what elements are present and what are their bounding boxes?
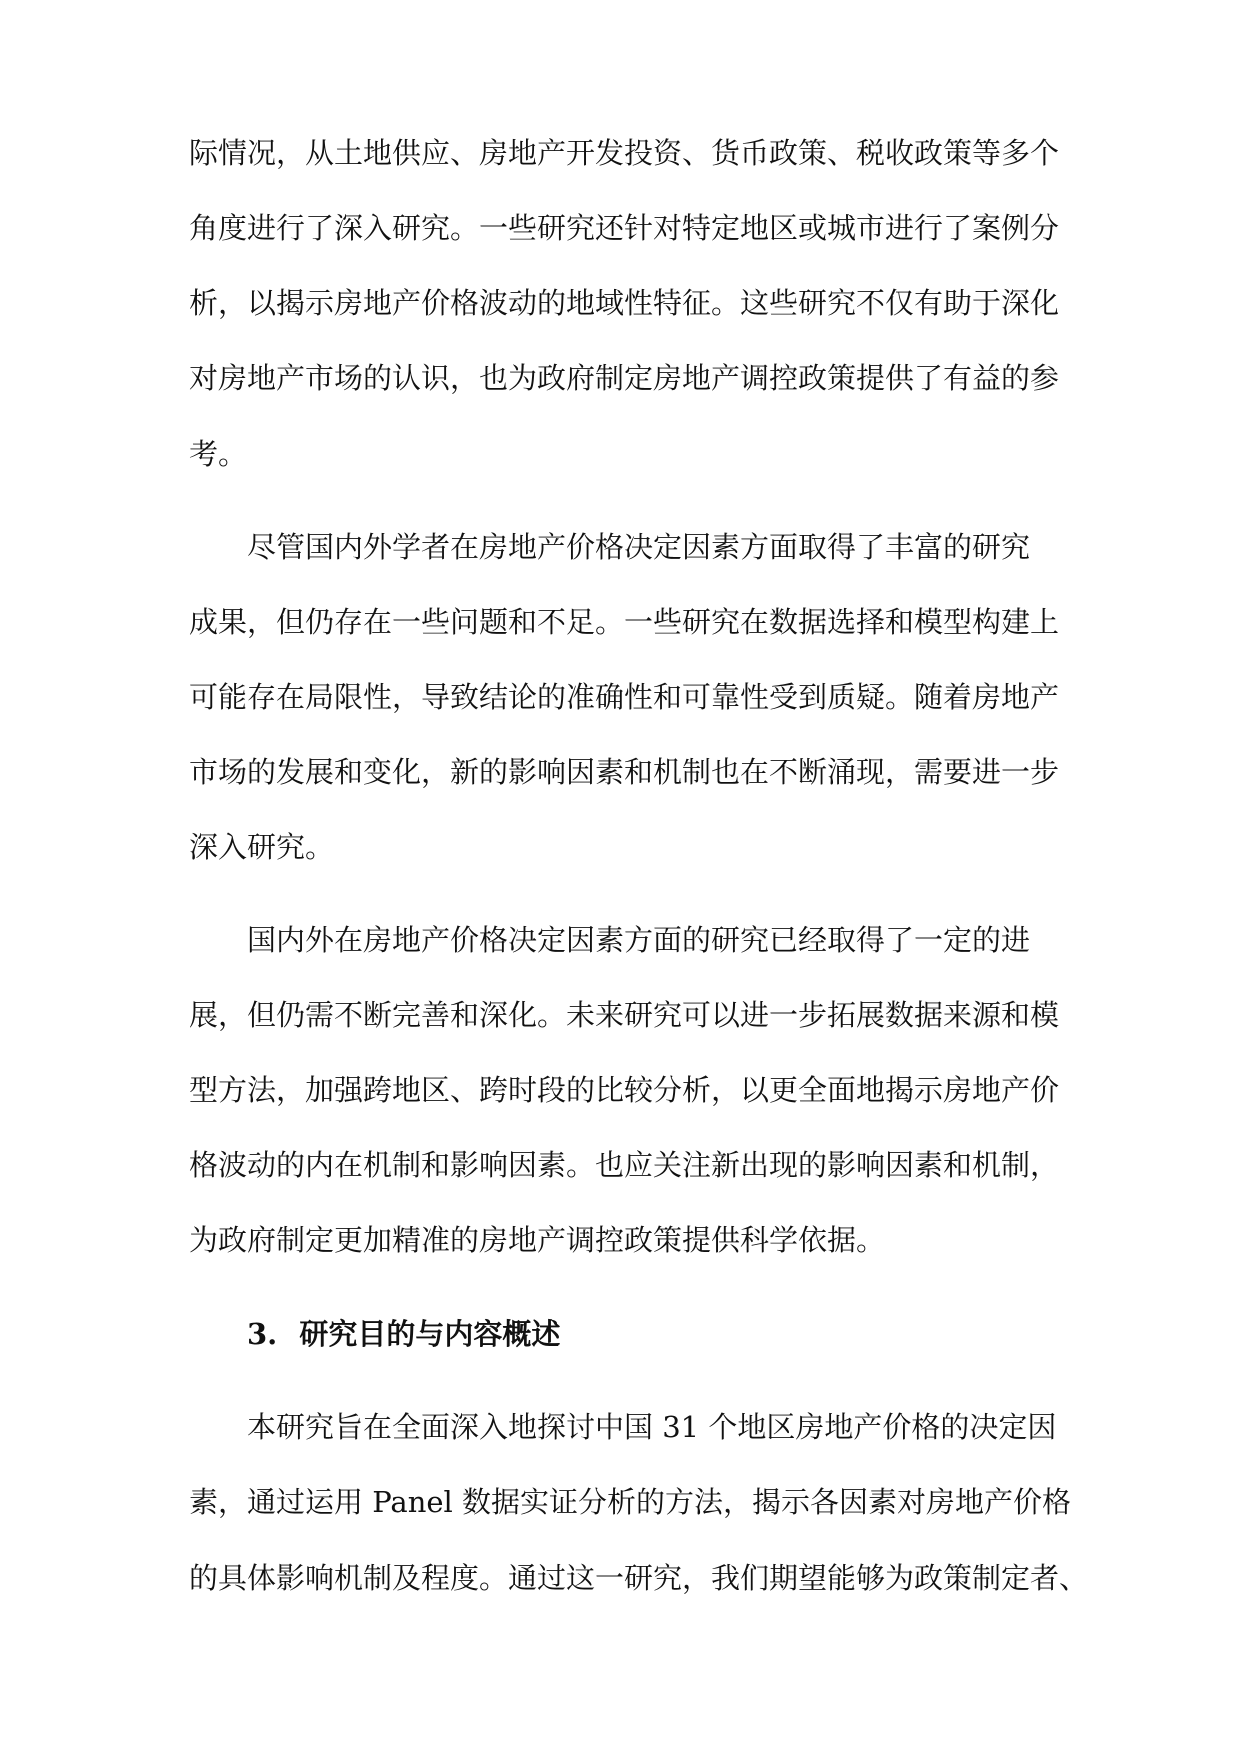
- paragraph-4-line-1: 本研究旨在全面深入地探讨中国 31 个地区房地产价格的决定因: [247, 1410, 1057, 1444]
- paragraph-2-line-2: 成果，但仍存在一些问题和不足。一些研究在数据选择和模型构建上: [189, 605, 1060, 639]
- paragraph-2-line-1: 尽管国内外学者在房地产价格决定因素方面取得了丰富的研究: [247, 530, 1031, 564]
- paragraph-1-line-2: 角度进行了深入研究。一些研究还针对特定地区或城市进行了案例分: [189, 211, 1060, 245]
- paragraph-3-line-1: 国内外在房地产价格决定因素方面的研究已经取得了一定的进: [247, 923, 1031, 957]
- section-number: 3.: [247, 1317, 278, 1351]
- section-heading: [247, 1316, 560, 1352]
- paragraph-3-line-3: 型方法，加强跨地区、跨时段的比较分析，以更全面地揭示房地产价: [189, 1073, 1060, 1107]
- section-title: 研究目的与内容概述: [299, 1317, 561, 1351]
- paragraph-3-line-4: 格波动的内在机制和影响因素。也应关注新出现的影响因素和机制，: [189, 1148, 1060, 1182]
- paragraph-2-line-3: 可能存在局限性，导致结论的准确性和可靠性受到质疑。随着房地产: [189, 680, 1060, 714]
- paragraph-2-line-4: 市场的发展和变化，新的影响因素和机制也在不断涌现，需要进一步: [189, 755, 1060, 789]
- paragraph-3-line-2: 展，但仍需不断完善和深化。未来研究可以进一步拓展数据来源和模: [189, 998, 1060, 1032]
- paragraph-1-line-5: 考。: [189, 437, 248, 471]
- paragraph-4-line-3: 的具体影响机制及程度。通过这一研究，我们期望能够为政策制定者、: [189, 1561, 1089, 1595]
- paragraph-2-line-5: 深入研究。: [189, 830, 335, 864]
- paragraph-3-line-5: 为政府制定更加精准的房地产调控政策提供科学依据。: [189, 1223, 886, 1257]
- paragraph-1-line-4: 对房地产市场的认识，也为政府制定房地产调控政策提供了有益的参: [189, 361, 1060, 395]
- paragraph-4-line-2: 素，通过运用 Panel 数据实证分析的方法，揭示各因素对房地产价格: [189, 1485, 1072, 1519]
- paragraph-1-line-1: 际情况，从土地供应、房地产开发投资、货币政策、税收政策等多个: [189, 136, 1060, 170]
- paragraph-1-line-3: 析，以揭示房地产价格波动的地域性特征。这些研究不仅有助于深化: [189, 286, 1060, 320]
